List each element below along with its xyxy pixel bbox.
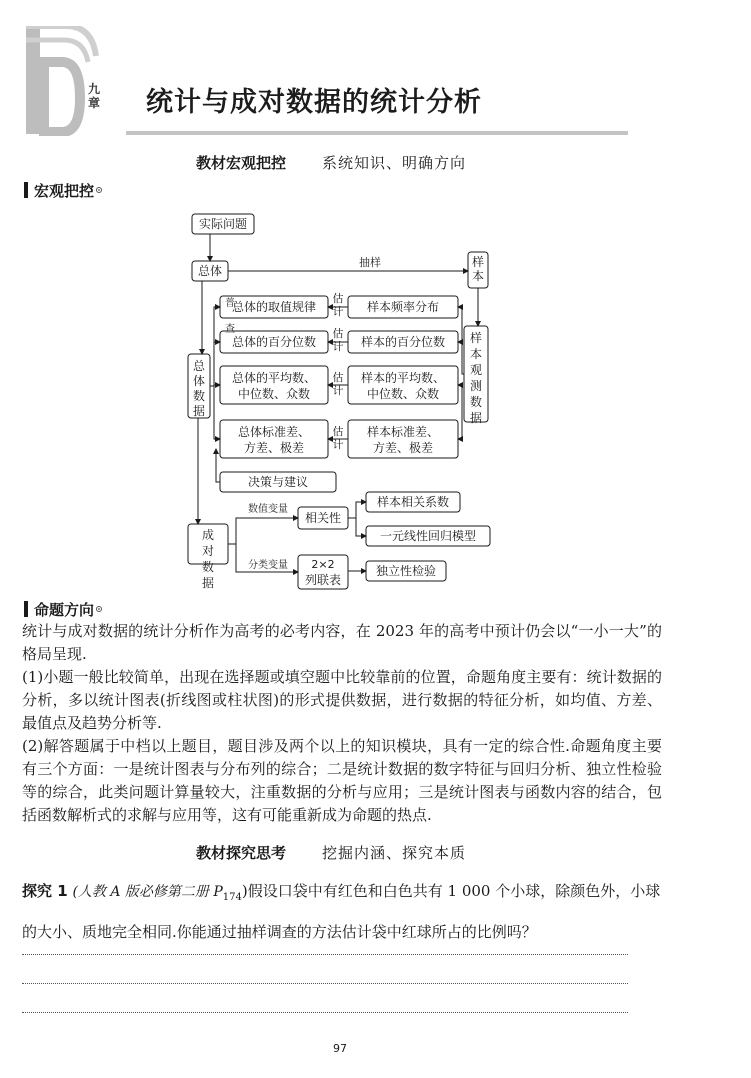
- node-paired-data: 成对数据: [201, 528, 215, 590]
- question-text: )假设口袋中有红色和白色共有 1 000 个小球，除颜色外，小球的大小、质地完全相同.你能通过抽样调查的方法估计袋中红球所占的比例吗？: [22, 882, 661, 941]
- node-independence: 独立性检验: [375, 564, 437, 578]
- edge-sampling: 抽样: [359, 256, 381, 269]
- subsection-proposition-head: [24, 600, 108, 618]
- row3-left-b: 中位数、众数: [237, 387, 311, 401]
- node-sample: 样本: [471, 255, 485, 283]
- row3-right-a: 样本的平均数、: [360, 371, 446, 385]
- subsection-title: 宏观把控: [34, 181, 95, 200]
- subsection-macro-head: [24, 181, 108, 199]
- node-population: 总体: [197, 264, 223, 278]
- edge-survey-1: 查: [225, 324, 235, 335]
- edge-estimate-4: 估计: [332, 425, 344, 451]
- subsection-title: 命题方向: [34, 600, 95, 619]
- edge-estimate-2: 估计: [332, 327, 344, 353]
- node-decision: 决策与建议: [247, 475, 309, 489]
- explore-question: [22, 874, 662, 949]
- row4-left-b: 方差、极差: [243, 441, 305, 455]
- node-contingency-b: 列联表: [304, 573, 342, 587]
- row2-right: 样本的百分位数: [360, 335, 446, 349]
- edge-estimate-3: 估计: [332, 371, 344, 397]
- page-number: 97: [333, 1042, 347, 1055]
- section-title: 教材宏观把控: [196, 154, 287, 172]
- answer-line-1: [22, 954, 628, 955]
- section-heading-explore: [196, 842, 466, 863]
- chapter-tag: 九章: [88, 82, 101, 110]
- row4-right-b: 方差、极差: [372, 441, 434, 455]
- node-pop-data: 总体数据: [192, 359, 206, 418]
- node-sample-corr: 样本相关系数: [376, 495, 450, 509]
- knowledge-flowchart: [180, 208, 500, 590]
- page-ref: 174: [222, 892, 242, 903]
- heading-bar: [24, 182, 28, 198]
- paragraph-large-questions: (2)解答题属于中档以上题目，题目涉及两个以上的知识模块，具有一定的综合性.命题角度主要有三个方面：一是统计图表与分布列的综合；二是统计数据的数字特征与回归分析、独立性检验等的综合，此类问题计算量较大，注重数据的分析与应用；三是统计图表与函数内容的结合，包括函数解析式的求解与应用等，这有可能重新成为命题的热点.: [22, 737, 662, 824]
- node-sample-obs-data: 样本观测数据: [469, 331, 483, 425]
- edge-categorical-var: 分类变量: [248, 560, 288, 571]
- row2-left: 总体的百分位数: [231, 335, 317, 349]
- node-linear-regression: 一元线性回归模型: [379, 529, 477, 543]
- dot-arrow-icon: [96, 185, 108, 195]
- explore-label: 探究 1: [22, 882, 68, 900]
- node-actual-problem: 实际问题: [198, 217, 248, 231]
- title-divider: [126, 131, 628, 135]
- dot-arrow-icon: [96, 604, 108, 614]
- row3-left-a: 总体的平均数、: [231, 371, 317, 385]
- node-contingency-a: 2×2: [311, 558, 335, 571]
- section-heading-macro: [196, 152, 466, 173]
- node-correlation: 相关性: [304, 511, 342, 525]
- row1-left: 总体的取值规律: [231, 300, 317, 314]
- edge-numeric-var: 数值变量: [248, 504, 288, 515]
- edge-survey-0: 普: [225, 298, 235, 309]
- chapter-title: 统计与成对数据的统计分析: [146, 87, 482, 118]
- row3-right-b: 中位数、众数: [366, 387, 440, 401]
- row4-right-a: 样本标准差、: [366, 425, 440, 439]
- edge-estimate-1: 估计: [332, 292, 344, 318]
- section-title: 教材探究思考: [196, 844, 287, 862]
- section-subtitle: 系统知识、明确方向: [322, 154, 467, 172]
- heading-bar: [24, 601, 28, 617]
- answer-line-2: [22, 983, 628, 984]
- row1-right: 样本频率分布: [366, 300, 440, 314]
- section-subtitle: 挖掘内涵、探究本质: [322, 844, 467, 862]
- chapter-logo: [26, 26, 104, 136]
- row4-left-a: 总体标准差、: [237, 425, 311, 439]
- textbook-reference: (人教 A 版必修第二册 P: [72, 884, 223, 900]
- paragraph-small-questions: (1)小题一般比较简单，出现在选择题或填空题中比较靠前的位置，命题角度主要有：统计数据的分析，多以统计图表(折线图或柱状图)的形式提供数据，进行数据的特征分析，如均值、方差、最值点及趋势分析等.: [22, 668, 662, 732]
- paragraph-intro: 统计与成对数据的统计分析作为高考的必考内容，在 2023 年的高考中预计仍会以“一小一大”的格局呈现.: [22, 622, 662, 663]
- answer-line-3: [22, 1012, 628, 1013]
